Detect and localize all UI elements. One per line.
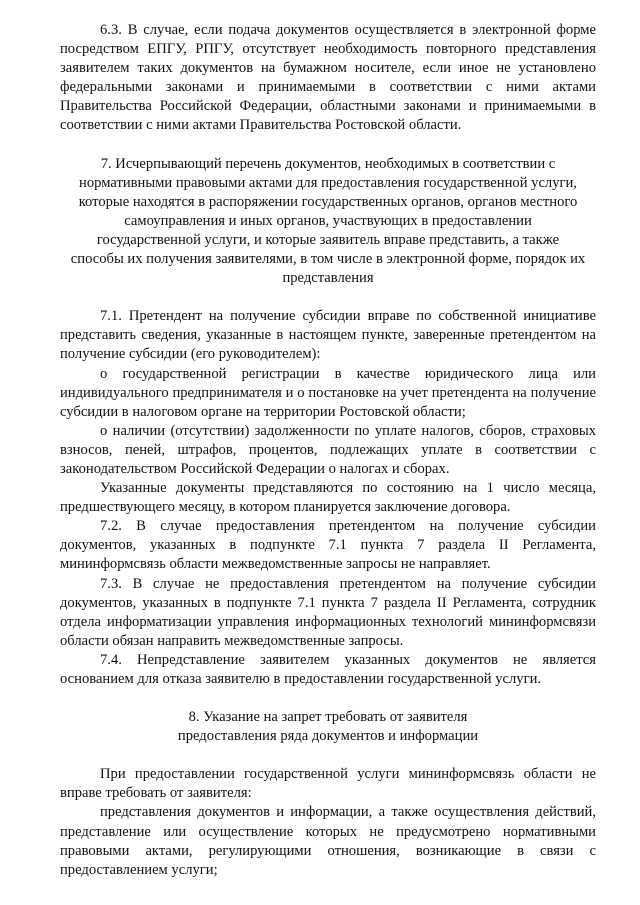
section-7-heading-line: 7. Исчерпывающий перечень документов, необходимых в соответствии с	[100, 155, 556, 172]
document-page	[60, 21, 596, 880]
section-7-heading-line: государственной услуги, и которые заявитель вправе представить, а также	[96, 231, 560, 248]
section-7-heading-line: способы их получения заявителями, в том числе в электронной форме, порядок их	[70, 251, 586, 268]
paragraph-6-3: 6.3. В случае, если подача документов осуществляется в электронной форме посредством ЕПГУ, РПГУ, отсутствует необходимость повторного представления заявителем таких документов на бумажном носителе, если иное не установлено федеральными законами и принимаемыми в соответствии с ними актами Правительства Российской Федерации, областными законами и принимаемыми в соответствии с ними актами Правительства Ростовской области.	[60, 22, 596, 134]
section-7-heading-line: нормативными правовыми актами для предоставления государственной услуги,	[79, 174, 577, 191]
paragraph-7-2: 7.2. В случае предоставления претендентом на получение субсидии документов, указанных в подпункте 7.1 пункта 7 раздела II Регламента, мининформсвязь области межведомственные запросы не направляет.	[60, 518, 596, 573]
section-7-heading	[60, 155, 596, 289]
section-7-heading-line: самоуправления и иных органов, участвующих в предоставлении	[124, 212, 532, 229]
paragraph-7-3: 7.3. В случае не предоставления претендентом на получение субсидии документов, указанных в подпункте 7.1 пункта 7 раздела II Регламента, сотрудник отдела информатизации управления информационных технологий мининформсвязи области обязан направить межведомственные запросы.	[60, 575, 596, 649]
section-7-heading-line: которые находятся в распоряжении государственных органов, органов местного	[78, 193, 578, 210]
section-7-heading-line: представления	[282, 270, 374, 287]
paragraph-documents-date: Указанные документы представляются по состоянию на 1 число месяца, предшествующего месяцу, в котором планируется заключение договора.	[60, 480, 596, 516]
paragraph-8-item-1: представления документов и информации, а также осуществления действий, представление или осуществление которых не предусмотрено нормативными правовыми актами, регулирующими отношения, возникающие в связи с предоставлением услуги;	[60, 804, 596, 878]
list-item-debt: о наличии (отсутствии) задолженности по уплате налогов, сборов, страховых взносов, пеней, штрафов, процентов, подлежащих уплате в соответствии с законодательством Российской Федерации о налогах и сборах.	[60, 422, 596, 477]
paragraph-7-4: 7.4. Непредставление заявителем указанных документов не является основанием для отказа заявителю в предоставлении государственной услуги.	[60, 651, 596, 687]
section-8-heading-line: 8. Указание на запрет требовать от заявителя	[188, 709, 468, 726]
paragraph-7-1: 7.1. Претендент на получение субсидии вправе по собственной инициативе представить сведения, указанные в настоящем пункте, заверенные претендентом на получение субсидии (его руководителем):	[60, 308, 596, 363]
paragraph-8-intro: При предоставлении государственной услуги мининформсвязь области не вправе требовать от заявителя:	[60, 766, 596, 802]
section-8-heading	[60, 708, 596, 746]
list-item-registration: о государственной регистрации в качестве юридического лица или индивидуального предпринимателя и о постановке на учет претендента на получение субсидии в налоговом органе на территории Ростовской области;	[60, 365, 596, 420]
section-8-heading-line: предоставления ряда документов и информации	[177, 728, 479, 745]
